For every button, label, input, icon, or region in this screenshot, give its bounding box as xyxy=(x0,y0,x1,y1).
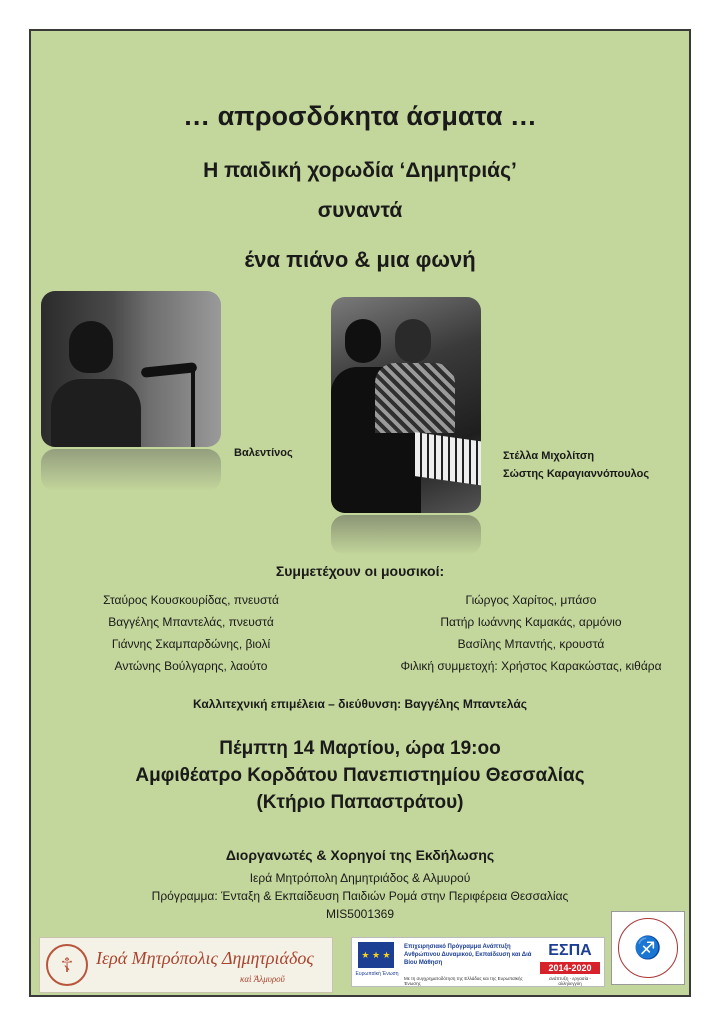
singer-head xyxy=(69,321,113,373)
metropolis-logo xyxy=(39,937,333,993)
organizer-program: Πρόγραμμα: Ένταξη & Εκπαίδευση Παιδιών Ρομά στην Περιφέρεια Θεσσαλίας xyxy=(151,889,569,903)
piano-keys xyxy=(415,432,481,486)
centaur-seal-icon: ♐ xyxy=(618,918,678,978)
musician-item: Γιώργος Χαρίτος, μπάσο xyxy=(465,593,597,607)
meets-subtitle: συναντά xyxy=(317,199,403,222)
eu-flag-icon: ★ ★ ★ xyxy=(358,942,394,968)
event-date-time: Πέμπτη 14 Μαρτίου, ώρα 19:οο xyxy=(219,738,501,759)
musician-item: Βασίλης Μπαντής, κρουστά xyxy=(457,637,605,651)
caption-sostis: Σώστης Καραγιαννόπουλος xyxy=(503,468,650,480)
operational-program-sub: Με τη συγχρηματοδότηση της Ελλάδας και της Ευρωπαϊκής Ένωσης xyxy=(404,976,523,986)
microphone-icon xyxy=(141,362,198,378)
espa-years: 2014-2020 xyxy=(540,962,600,974)
musician-item: Φιλική συμμετοχή: Χρήστος Καρακώστας, κιθάρα xyxy=(400,659,662,673)
musician-item: Βαγγέλης Μπαντελάς, πνευστά xyxy=(108,615,274,629)
pianists-photo xyxy=(331,297,481,513)
caption-valentinos: Βαλεντίνος xyxy=(234,447,293,459)
piano-voice-subtitle: ένα πιάνο & μια φωνή xyxy=(244,247,476,272)
eu-label: Ευρωπαϊκή Ένωση xyxy=(355,971,399,977)
singer-woman-head xyxy=(395,319,431,363)
choir-subtitle: Η παιδική χορωδία ‘Δημητριάς’ xyxy=(203,159,517,182)
event-venue: Αμφιθέατρο Κορδάτου Πανεπιστημίου Θεσσαλίας xyxy=(135,765,585,786)
university-logo xyxy=(611,911,685,985)
artistic-director: Καλλιτεχνική επιμέλεια – διεύθυνση: Βαγγέλης Μπαντελάς xyxy=(193,697,527,711)
metropolis-emblem-icon: ☦ xyxy=(46,944,88,986)
mic-stand xyxy=(191,371,195,447)
musician-item: Πατήρ Ιωάννης Καμακάς, αρμόνιο xyxy=(440,615,622,629)
singer-woman-body xyxy=(375,363,455,433)
program-mis-code: MIS5001369 xyxy=(325,907,395,921)
musicians-heading: Συμμετέχουν οι μουσικοί: xyxy=(275,563,445,579)
singer-photo-reflection xyxy=(41,449,221,491)
pianists-photo-reflection xyxy=(331,515,481,555)
organizer-metropolis: Ιερά Μητρόπολη Δημητριάδος & Αλμυρού xyxy=(249,871,471,885)
espa-title: ΕΣΠΑ xyxy=(548,942,592,959)
espa-slogan: ανάπτυξη - εργασία - αλληλεγγύη xyxy=(549,976,591,986)
singer-photo xyxy=(41,291,221,447)
event-title: … απροσδόκητα άσματα … xyxy=(183,101,537,131)
singer-body xyxy=(51,379,141,447)
caption-stella: Στέλλα Μιχολίτση xyxy=(503,450,595,462)
operational-program-title: Επιχειρησιακό Πρόγραμμα Ανάπτυξη Ανθρώπινου Δυναμικού, Εκπαίδευση και Διά Βίου Μάθηση xyxy=(404,944,532,966)
musicians-left-list xyxy=(71,589,311,677)
poster xyxy=(29,29,691,997)
metropolis-logo-name: Ιερά Μητρόπολις Δημητριάδος xyxy=(96,948,314,968)
event-building: (Κτήριο Παπαστράτου) xyxy=(256,792,464,813)
organizers-heading: Διοργανωτές & Χορηγοί της Εκδήλωσης xyxy=(225,847,495,863)
musician-item: Γιάννης Σκαμπαρδώνης, βιολί xyxy=(111,637,271,651)
musicians-right-list xyxy=(381,589,681,677)
metropolis-logo-sub: καὶ Ἁλμυροῦ xyxy=(240,974,285,984)
caption-pianists xyxy=(503,447,649,483)
espa-logo-strip xyxy=(351,937,605,987)
musician-item: Αντώνης Βούλγαρης, λαούτο xyxy=(114,659,268,673)
pianist-head xyxy=(345,319,381,363)
musician-item: Σταύρος Κουσκουρίδας, πνευστά xyxy=(103,593,279,607)
